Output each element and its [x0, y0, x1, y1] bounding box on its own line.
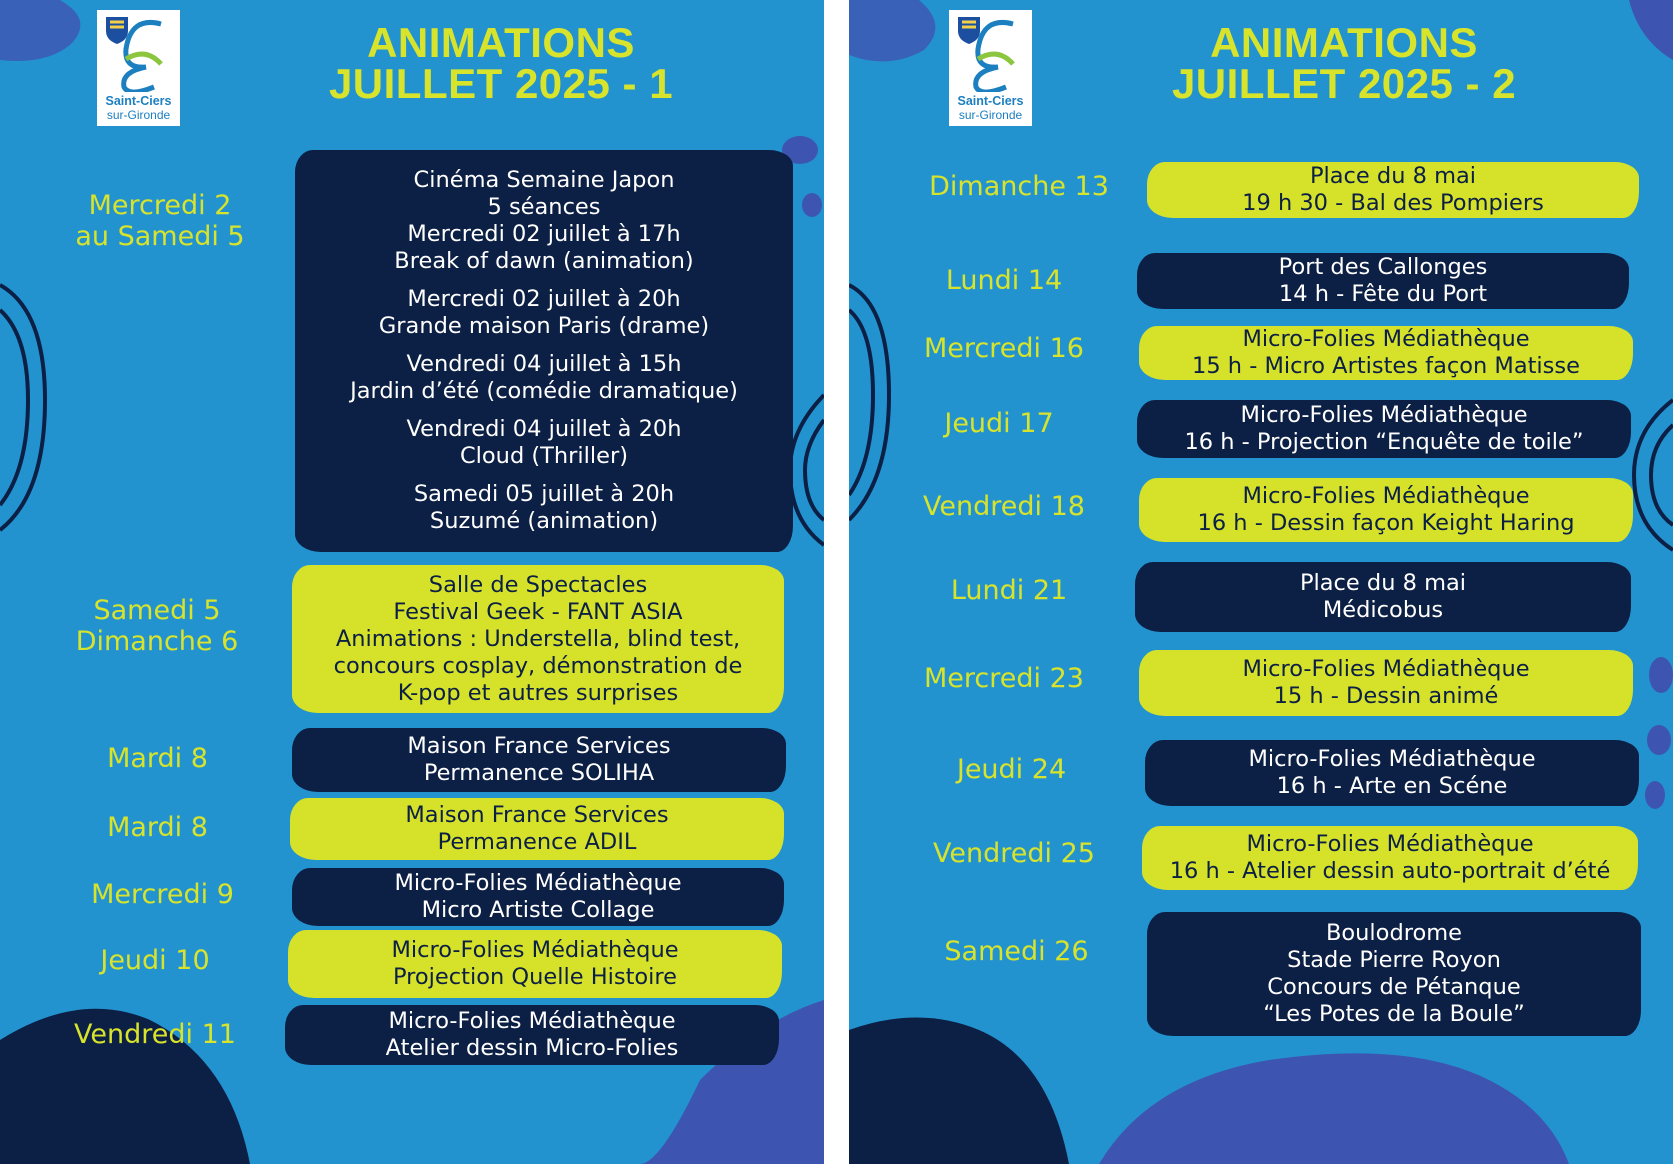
- event-day-line: Dimanche 6: [75, 626, 239, 657]
- event-line: Micro-Folies Médiathèque: [388, 1008, 676, 1034]
- event-line: 16 h - Atelier dessin auto-portrait d’été: [1169, 858, 1611, 884]
- event-line: 14 h - Fête du Port: [1278, 281, 1488, 307]
- event-card: [1137, 400, 1631, 458]
- event-day: Jeudi 17: [944, 408, 1054, 439]
- event-day: [62, 190, 258, 252]
- event-line: Micro-Folies Médiathèque: [394, 870, 682, 896]
- event-card: [1135, 562, 1631, 632]
- event-line: Festival Geek - FANT ASIA: [393, 598, 683, 625]
- logo-line-2: sur-Gironde: [958, 108, 1023, 122]
- event-line: concours cosplay, démonstration de: [333, 652, 743, 679]
- saint-ciers-coat-of-arms-logo: [953, 14, 1028, 92]
- event-day: [52, 595, 262, 657]
- event-line: Cloud (Thriller): [459, 443, 629, 469]
- event-line: Break of dawn (animation): [394, 248, 694, 274]
- event-card: [290, 798, 784, 860]
- town-logo: [949, 10, 1032, 126]
- event-line: Jardin d’été (comédie dramatique): [350, 378, 738, 404]
- event-line: Micro Artiste Collage: [421, 897, 655, 923]
- logo-line-1: Saint-Ciers: [105, 94, 172, 108]
- event-line: Maison France Services: [405, 802, 669, 828]
- event-line: Boulodrome: [1325, 920, 1463, 946]
- event-card: [292, 868, 784, 926]
- poster-animations-1: [0, 0, 824, 1164]
- event-line: 16 h - Arte en Scéne: [1276, 773, 1508, 799]
- title-line-2: JUILLET 2025 - 1: [328, 60, 674, 107]
- event-day: Mercredi 23: [924, 663, 1084, 694]
- event-day: Mardi 8: [107, 743, 208, 774]
- event-line: Grande maison Paris (drame): [378, 313, 710, 339]
- logo-caption: [99, 94, 178, 122]
- event-day: Mardi 8: [107, 812, 208, 843]
- event-line: “Les Potes de la Boule”: [1263, 1001, 1525, 1027]
- event-day: Lundi 21: [950, 575, 1068, 606]
- event-card: [1139, 650, 1633, 716]
- poster-animations-2: [849, 0, 1673, 1164]
- event-line: Atelier dessin Micro-Folies: [385, 1035, 679, 1061]
- event-day: Vendredi 18: [923, 491, 1085, 522]
- event-card: [292, 728, 786, 792]
- event-line: Place du 8 mai: [1299, 570, 1467, 596]
- event-card: [1147, 162, 1639, 218]
- poster-title: [296, 19, 706, 107]
- event-card: [1139, 326, 1633, 380]
- event-line: Permanence SOLIHA: [423, 760, 655, 786]
- event-day-line: au Samedi 5: [75, 221, 245, 252]
- logo-line-1: Saint-Ciers: [957, 94, 1024, 108]
- poster-title: [1139, 19, 1549, 107]
- event-line: 5 séances: [487, 194, 601, 220]
- event-line: Vendredi 04 juillet à 15h: [406, 351, 682, 377]
- event-card: [288, 930, 782, 998]
- event-card: [1147, 912, 1641, 1036]
- event-line: Place du 8 mai: [1309, 163, 1477, 189]
- event-line: Micro-Folies Médiathèque: [1242, 483, 1530, 509]
- event-line: Cinéma Semaine Japon: [413, 167, 675, 193]
- event-card: [1142, 826, 1638, 890]
- event-line: Mercredi 02 juillet à 17h: [407, 221, 681, 247]
- event-line: 16 h - Dessin façon Keight Haring: [1197, 510, 1575, 536]
- event-line: 19 h 30 - Bal des Pompiers: [1242, 190, 1544, 216]
- event-card: [1137, 253, 1629, 309]
- event-line: 15 h - Dessin animé: [1273, 683, 1499, 709]
- event-line: Médicobus: [1322, 597, 1444, 623]
- event-card: [292, 565, 784, 713]
- event-day: Mercredi 16: [924, 333, 1084, 364]
- event-line: Micro-Folies Médiathèque: [1248, 746, 1536, 772]
- event-line: Vendredi 04 juillet à 20h: [406, 416, 682, 442]
- event-line: 16 h - Projection “Enquête de toile”: [1184, 429, 1584, 455]
- event-card: [1145, 740, 1639, 806]
- event-line: Mercredi 02 juillet à 20h: [407, 286, 681, 312]
- event-line: Micro-Folies Médiathèque: [391, 937, 679, 963]
- event-card: [295, 150, 793, 552]
- event-line: Stade Pierre Royon: [1287, 947, 1501, 973]
- event-line: Micro-Folies Médiathèque: [1240, 402, 1528, 428]
- event-day: Jeudi 10: [100, 945, 210, 976]
- event-line: Micro-Folies Médiathèque: [1242, 656, 1530, 682]
- town-logo: [97, 10, 180, 126]
- event-line: Projection Quelle Histoire: [392, 964, 678, 990]
- event-day: Jeudi 24: [956, 754, 1067, 785]
- event-line: K-pop et autres surprises: [397, 679, 679, 706]
- event-card: [1139, 478, 1633, 542]
- event-day: Mercredi 9: [91, 879, 234, 910]
- event-line: Animations : Understella, blind test,: [335, 625, 741, 652]
- saint-ciers-coat-of-arms-logo: [101, 14, 176, 92]
- title-line-1: ANIMATIONS: [367, 19, 635, 66]
- event-line: Permanence ADIL: [437, 829, 637, 855]
- logo-caption: [951, 94, 1030, 122]
- event-day: Dimanche 13: [929, 171, 1109, 202]
- event-day: Samedi 26: [944, 936, 1089, 967]
- event-line: Salle de Spectacles: [428, 571, 648, 598]
- event-line: Port des Callonges: [1278, 254, 1488, 280]
- event-line: Micro-Folies Médiathèque: [1242, 326, 1530, 352]
- event-line: Maison France Services: [407, 733, 671, 759]
- event-line: Micro-Folies Médiathèque: [1246, 831, 1534, 857]
- logo-line-2: sur-Gironde: [106, 108, 171, 122]
- event-day-line: Samedi 5: [93, 595, 221, 626]
- event-line: 15 h - Micro Artistes façon Matisse: [1192, 353, 1580, 379]
- event-line: Concours de Pétanque: [1267, 974, 1521, 1000]
- event-line: Samedi 05 juillet à 20h: [413, 481, 675, 507]
- event-day: Vendredi 25: [933, 838, 1095, 869]
- title-line-2: JUILLET 2025 - 2: [1171, 60, 1517, 107]
- event-line: Suzumé (animation): [429, 508, 659, 534]
- event-day: Vendredi 11: [74, 1019, 236, 1050]
- event-day: Lundi 14: [945, 265, 1063, 296]
- event-card: [285, 1005, 779, 1065]
- title-line-1: ANIMATIONS: [1210, 19, 1478, 66]
- event-day-line: Mercredi 2: [88, 190, 232, 221]
